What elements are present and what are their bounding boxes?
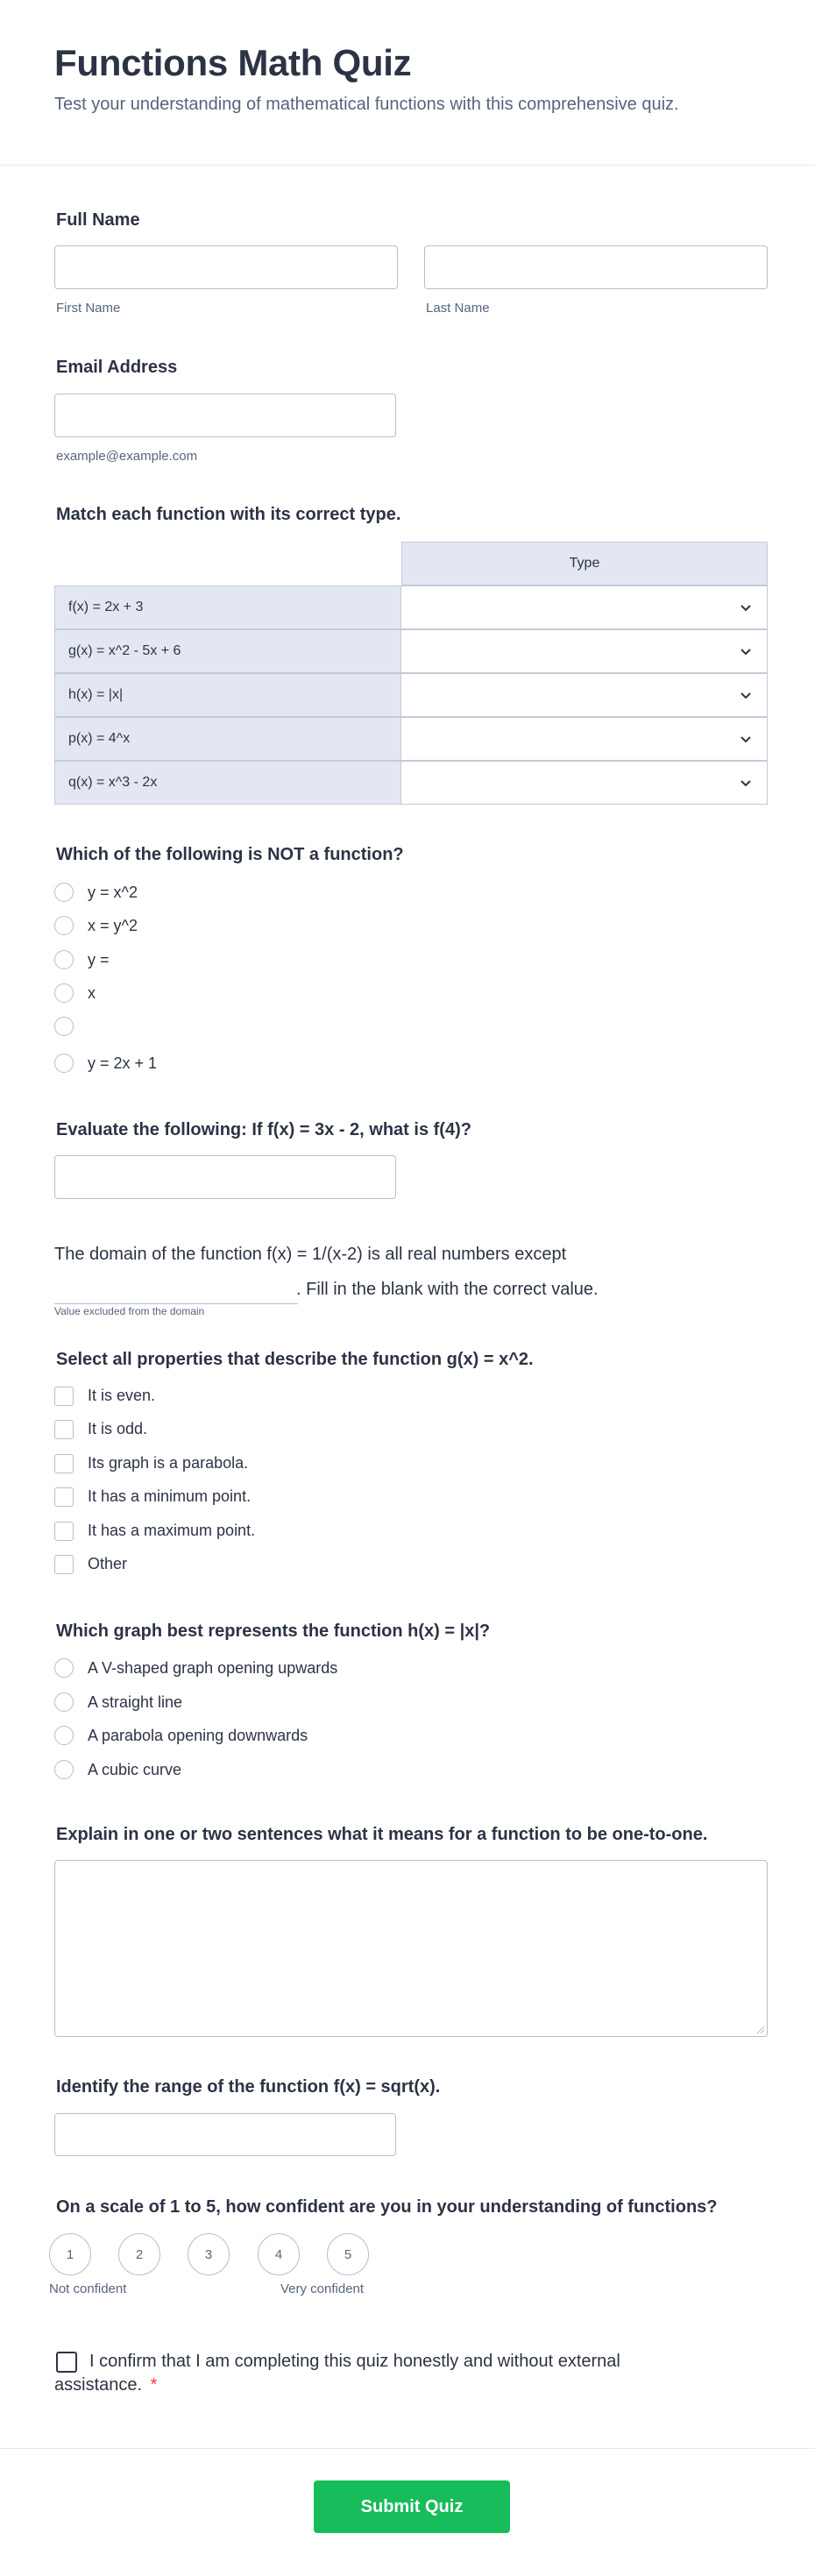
explain-label: Explain in one or two sentences what it means for a function to be one-to-one.	[56, 1825, 708, 1844]
radio-option-label: y = x^2	[88, 884, 138, 901]
radio-option-label: A parabola opening downwards	[88, 1727, 308, 1744]
resize-handle-icon[interactable]	[756, 2026, 765, 2034]
matrix-row	[54, 585, 768, 629]
checkbox-option-label: It has a maximum point.	[88, 1522, 256, 1539]
matrix-row	[54, 717, 768, 761]
page-title: Functions Math Quiz	[54, 42, 412, 83]
radio-option-label: A straight line	[88, 1693, 183, 1711]
last-name-sublabel: Last Name	[426, 301, 490, 316]
chevron-down-icon	[737, 730, 755, 748]
checkbox-option[interactable]	[54, 1522, 74, 1541]
confirm-text-line2: assistance.	[54, 2375, 143, 2395]
type-select[interactable]	[401, 673, 768, 717]
matrix-row-label: p(x) = 4^x	[54, 717, 401, 761]
email-label: Email Address	[56, 358, 178, 377]
type-select[interactable]	[401, 761, 768, 805]
radio-option[interactable]	[54, 983, 74, 1003]
confirm-text-line1: I confirm that I am completing this quiz honestly and without external	[89, 2352, 620, 2371]
radio-option[interactable]	[54, 1760, 74, 1779]
domain-sublabel: Value excluded from the domain	[54, 1305, 205, 1317]
radio-option[interactable]	[54, 950, 74, 969]
matrix-label: Match each function with its correct type.	[56, 505, 401, 524]
radio-option-label: x = y^2	[88, 917, 138, 934]
radio-option[interactable]	[54, 1054, 74, 1073]
checkbox-option[interactable]	[54, 1420, 74, 1439]
matrix-row	[54, 673, 768, 717]
checkbox-option-label: Other	[88, 1555, 128, 1572]
scale-option[interactable]: 5	[327, 2233, 369, 2275]
type-select[interactable]	[401, 585, 768, 629]
chevron-down-icon	[737, 774, 755, 791]
scale-option[interactable]: 3	[188, 2233, 230, 2275]
chevron-down-icon	[737, 599, 755, 616]
range-label: Identify the range of the function f(x) = sqrt(x).	[56, 2077, 441, 2097]
properties-label: Select all properties that describe the function g(x) = x^2.	[56, 1350, 534, 1369]
matrix-row-label: f(x) = 2x + 3	[54, 585, 401, 629]
graph-label: Which graph best represents the function h(x) = |x|?	[56, 1622, 491, 1641]
matrix-column-header: Type	[401, 542, 768, 585]
radio-option[interactable]	[54, 1017, 74, 1036]
radio-option-label: x	[88, 984, 96, 1002]
page-subtitle: Test your understanding of mathematical functions with this comprehensive quiz.	[54, 95, 679, 114]
matrix-row-label: g(x) = x^2 - 5x + 6	[54, 629, 401, 673]
radio-option-label: y =	[88, 951, 110, 969]
evaluate-label: Evaluate the following: If f(x) = 3x - 2, what is f(4)?	[56, 1120, 471, 1139]
checkbox-option-label: It is even.	[88, 1387, 156, 1404]
evaluate-input[interactable]	[54, 1155, 396, 1199]
domain-text-before: The domain of the function f(x) = 1/(x-2) is all real numbers except	[54, 1245, 567, 1264]
range-input[interactable]	[54, 2113, 396, 2156]
radio-option[interactable]	[54, 883, 74, 902]
first-name-sublabel: First Name	[56, 301, 121, 316]
scale-option[interactable]: 4	[258, 2233, 300, 2275]
form-header	[0, 0, 815, 166]
required-mark: *	[150, 2375, 158, 2395]
checkbox-option[interactable]	[54, 1555, 74, 1574]
email-input[interactable]	[54, 394, 396, 437]
type-select[interactable]	[401, 629, 768, 673]
scale-high-label: Very confident	[280, 2281, 365, 2296]
confirm-line2-container	[54, 2375, 157, 2395]
checkbox-option-label: Its graph is a parabola.	[88, 1454, 249, 1472]
chevron-down-icon	[737, 642, 755, 660]
first-name-input[interactable]	[54, 245, 398, 289]
full-name-label: Full Name	[56, 210, 140, 230]
matrix-row-label: h(x) = |x|	[54, 673, 401, 717]
type-select[interactable]	[401, 717, 768, 761]
confidence-label: On a scale of 1 to 5, how confident are you in your understanding of functions?	[56, 2197, 718, 2217]
checkbox-option-label: It has a minimum point.	[88, 1487, 252, 1505]
chevron-down-icon	[737, 686, 755, 704]
checkbox-option-label: It is odd.	[88, 1420, 148, 1437]
scale-option[interactable]: 2	[118, 2233, 160, 2275]
domain-text-after: . Fill in the blank with the correct value.	[296, 1280, 599, 1299]
scale-low-label: Not confident	[49, 2281, 127, 2296]
radio-option-label: A V-shaped graph opening upwards	[88, 1659, 338, 1677]
matrix-row-label: q(x) = x^3 - 2x	[54, 761, 401, 805]
footer-divider	[0, 2448, 815, 2449]
radio-option[interactable]	[54, 1658, 74, 1678]
matrix-row	[54, 629, 768, 673]
last-name-input[interactable]	[424, 245, 768, 289]
radio-option-label: A cubic curve	[88, 1761, 182, 1778]
checkbox-option[interactable]	[54, 1387, 74, 1406]
radio-option-label: y = 2x + 1	[88, 1054, 158, 1072]
radio-option[interactable]	[54, 1726, 74, 1745]
domain-blank-input[interactable]	[54, 1283, 298, 1304]
email-sublabel: example@example.com	[56, 449, 198, 464]
not-function-label: Which of the following is NOT a function?	[56, 845, 404, 864]
explain-textarea[interactable]	[54, 1860, 768, 2037]
scale-option[interactable]: 1	[49, 2233, 91, 2275]
radio-option[interactable]	[54, 916, 74, 935]
submit-button[interactable]: Submit Quiz	[314, 2480, 510, 2533]
checkbox-option[interactable]	[54, 1454, 74, 1473]
matrix-row	[54, 761, 768, 805]
radio-option[interactable]	[54, 1692, 74, 1712]
confirm-checkbox[interactable]	[56, 2352, 77, 2373]
checkbox-option[interactable]	[54, 1487, 74, 1507]
